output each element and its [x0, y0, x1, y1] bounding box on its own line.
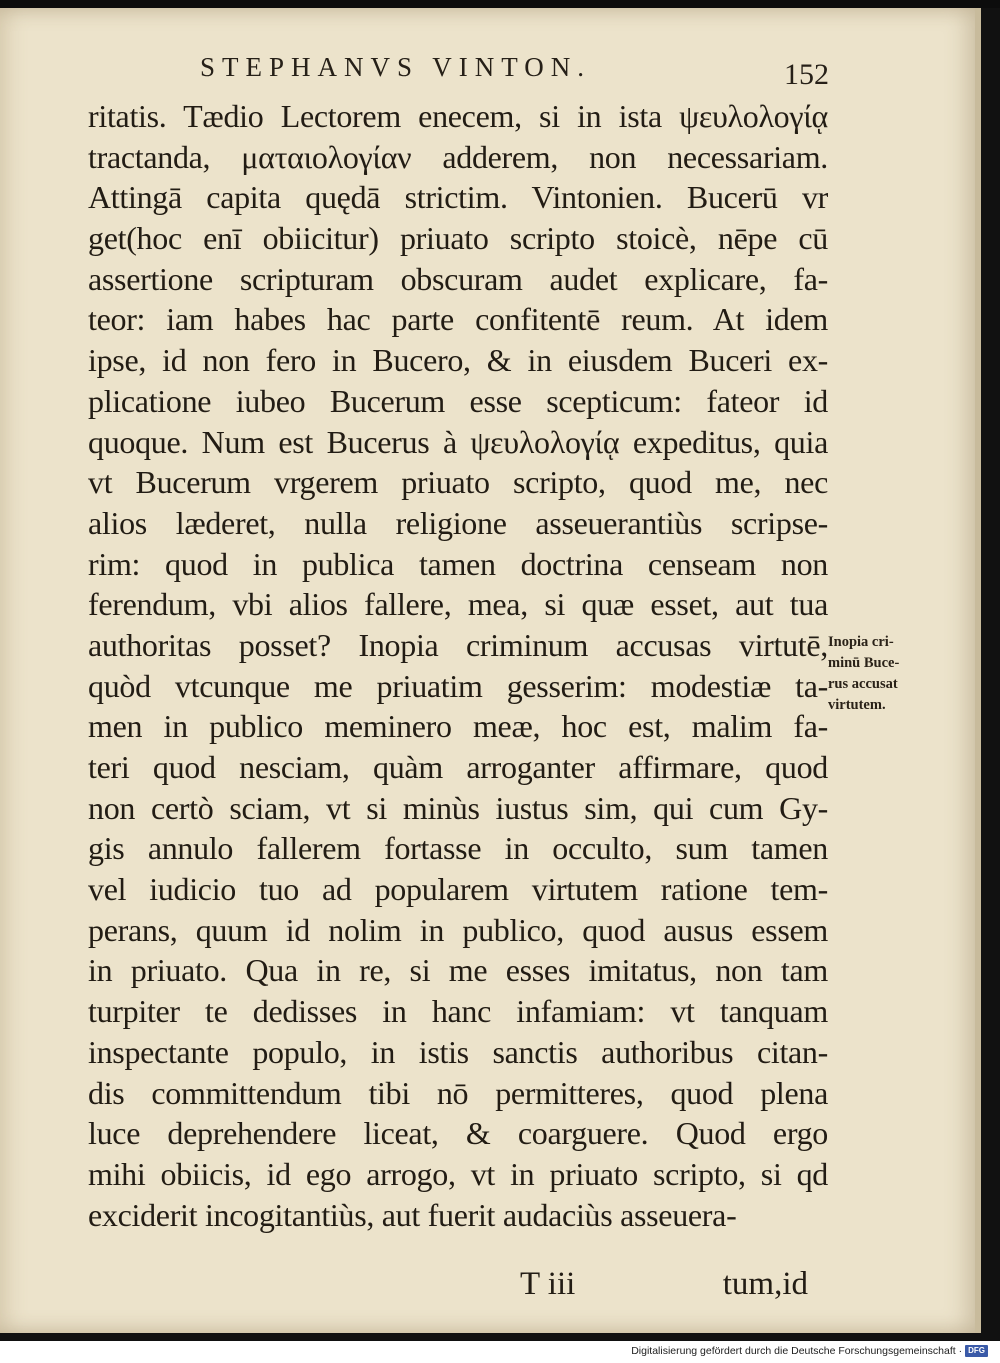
text-line: non certò sciam, vt si minùs iustus sim, qui cum Gy- — [88, 789, 828, 826]
page-edge — [975, 8, 981, 1333]
body-text — [88, 96, 828, 1235]
text-line: vt Bucerum vrgerem priuato scripto, quod me, nec — [88, 464, 828, 501]
text-line: dis committendum tibi nō permitteres, quod plena — [88, 1074, 828, 1111]
text-line: plicatione iubeo Bucerum esse scepticum: fateor id — [88, 382, 828, 419]
text-line: gis annulo fallerem fortasse in occulto, sum tamen — [88, 830, 828, 867]
scan-frame-top — [0, 0, 1000, 8]
catchword: tum,id — [722, 1266, 808, 1302]
text-line: authoritas posset? Inopia criminum accusas virtutē, — [88, 626, 828, 663]
marginal-note-line: Inopia cri- — [828, 634, 894, 650]
text-line: ipse, id non fero in Bucero, & in eiusdem Buceri ex- — [88, 342, 828, 379]
marginal-note-line: minū Buce- — [828, 655, 900, 671]
text-line: quoque. Num est Bucerus à ψευλολογίᾳ expeditus, quia — [88, 423, 828, 460]
text-line: get(hoc enī obiicitur) priuato scripto stoicè, nēpe cū — [88, 220, 828, 257]
page-number: 152 — [784, 58, 829, 91]
running-head: STEPHANVS VINTON. — [200, 52, 592, 82]
text-line: perans, quum id nolim in publico, quod ausus essem — [88, 911, 828, 948]
marginal-note-line: rus accusat — [828, 676, 898, 692]
text-line: teor: iam habes hac parte confitentē reum. At idem — [88, 301, 828, 338]
digitization-credit — [631, 1345, 988, 1357]
marginal-note-line: virtutem. — [828, 697, 886, 713]
scan-frame-bottom — [0, 1333, 1000, 1341]
text-line: quòd vtcunque me priuatim gesserim: modestiæ ta- — [88, 667, 828, 704]
marginal-note — [828, 632, 953, 716]
text-line: ferendum, vbi alios fallere, mea, si quæ esset, aut tua — [88, 586, 828, 623]
gathering-signature: T iii — [520, 1266, 576, 1302]
signature-line — [88, 1266, 828, 1310]
text-line: mihi obiicis, id ego arrogo, vt in priuato scripto, si qd — [88, 1155, 828, 1192]
text-line: assertione scripturam obscuram audet explicare, fa- — [88, 260, 828, 297]
footer-band — [0, 1333, 1000, 1363]
text-line: in priuato. Qua in re, si me esses imitatus, non tam — [88, 952, 828, 989]
text-line: inspectante populo, in istis sanctis authoribus citan- — [88, 1033, 828, 1070]
text-line: rim: quod in publica tamen doctrina censeam non — [88, 545, 828, 582]
text-line: exciderit incogitantiùs, aut fuerit audaciùs asseuera- — [88, 1196, 737, 1233]
credit-text: Digitalisierung gefördert durch die Deutsche Forschungsgemeinschaft · — [631, 1345, 963, 1357]
text-line: turpiter te dedisses in hanc infamiam: vt tanquam — [88, 993, 828, 1030]
text-line: tractanda, ματαιολογίαν adderem, non necessariam. — [88, 138, 828, 175]
text-line: teri quod nesciam, quàm arroganter affirmare, quod — [88, 749, 828, 785]
text-line: vel iudicio tuo ad popularem virtutem ratione tem- — [88, 871, 828, 908]
text-line: luce deprehendere liceat, & coarguere. Quod ergo — [88, 1115, 828, 1152]
text-line: men in publico meminero meæ, hoc est, malim fa- — [88, 708, 828, 745]
text-line: Attingā capita quędā strictim. Vintonien. Bucerū vr — [88, 179, 828, 216]
dfg-logo-icon: DFG — [965, 1345, 988, 1357]
book-page — [0, 8, 981, 1333]
text-line: alios læderet, nulla religione asseuerantiùs scripse- — [88, 504, 828, 541]
text-line: ritatis. Tædio Lectorem enecem, si in ista ψευλολογίᾳ — [88, 98, 828, 134]
